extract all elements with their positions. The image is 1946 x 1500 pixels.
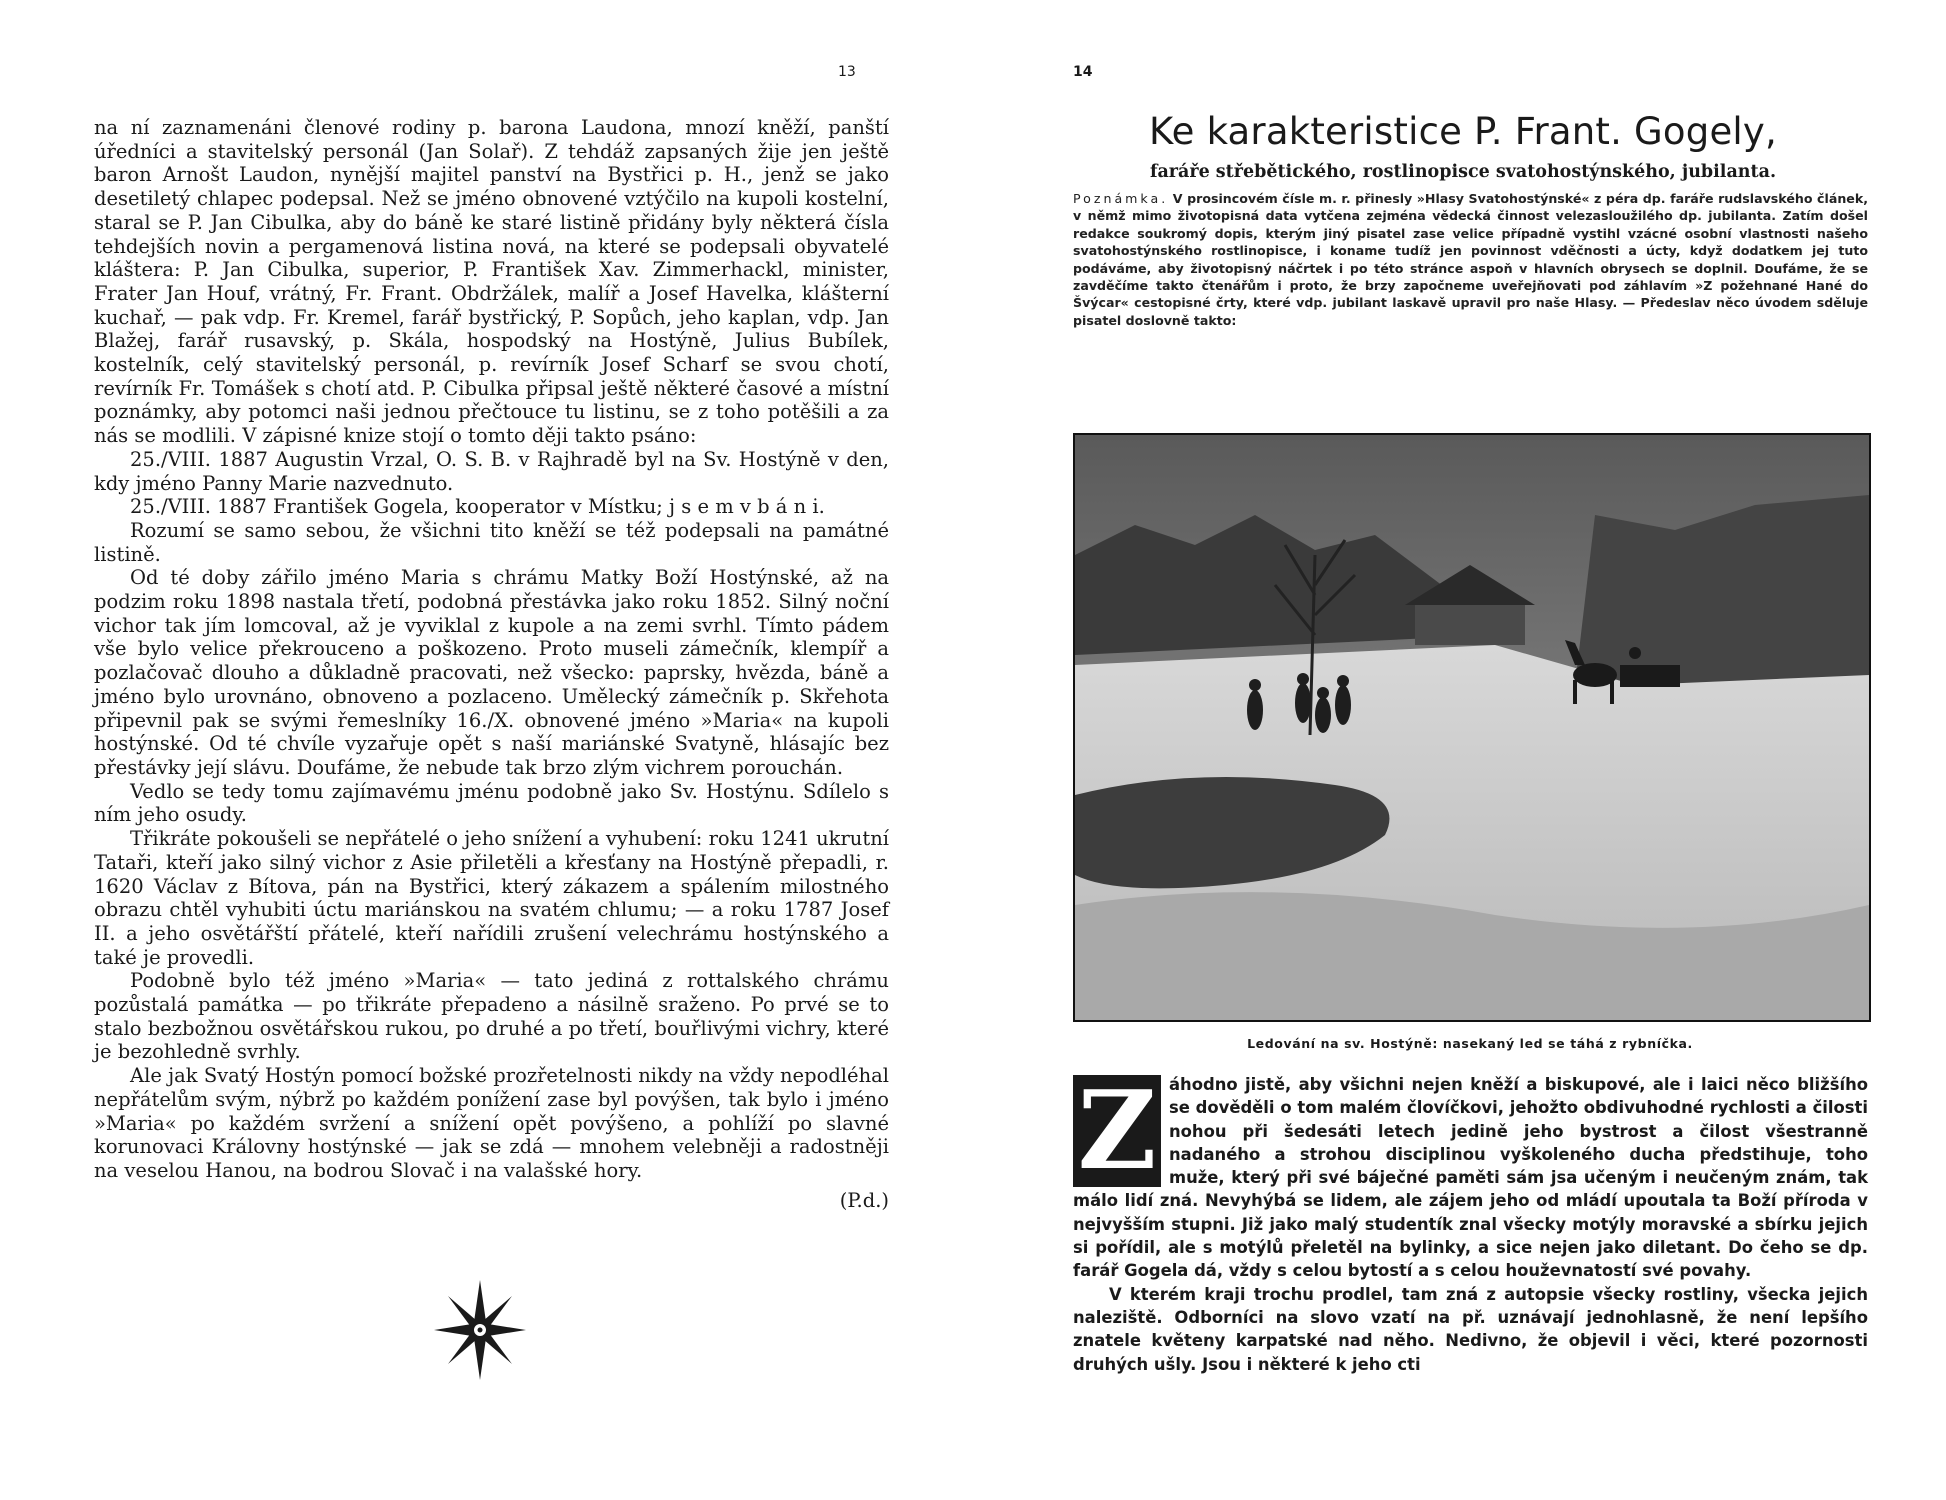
paragraph: 25./VIII. 1887 František Gogela, kooperator v Místku; j s e m v b á n i. <box>130 495 825 519</box>
paragraph: Vedlo se tedy tomu zajímavému jménu podobně jako Sv. Hostýnu. Sdílelo s ním jeho osudy. <box>94 779 889 827</box>
paragraph: Rozumí se samo sebou, že všichni tito kněží se též podepsali na památné listině. <box>94 518 889 566</box>
right-column-text <box>1073 1068 1868 1376</box>
paragraph: 25./VIII. 1887 Augustin Vrzal, O. S. B. v Rajhradě byl na Sv. Hostýně v den, kdy jméno Panny Marie nazvednuto. <box>94 447 889 495</box>
left-column-text <box>94 116 889 1212</box>
signature: (P.d.) <box>839 1188 889 1212</box>
paragraph: Od té doby zářilo jméno Maria s chrámu Matky Boží Hostýnské, až na podzim roku 1898 nastala třetí, podobná přestávka jako roku 1852. Silný noční vichor tak jím lomcoval, až je vyviklal z kupole a na zemi svrhl. Tímto pádem vše bylo velice překrouceno a poškozeno. Proto museli zámečník, klempíř a pozlačovač dlouho a důkladně pracovati, než všecko: paprsky, hvězda, báně a jméno bylo urovnáno, obnoveno a pozlaceno. Umělecký zámečník p. Skřehota připevnil pak se svými řemeslníky 16./X. obnovené jméno »Maria« na kupoli hostýnské. Od té chvíle vyzařuje opět s naší mariánské Svatyně, hlásajíc bez přestávky její slávu. Doufáme, že nebude tak brzo zlým vichrem porouchán. <box>94 566 889 779</box>
article-subtitle: faráře střebětického, rostlinopisce svatohostýnského, jubilanta. <box>1149 162 1777 182</box>
ice-harvest-scene-icon <box>1075 435 1869 1020</box>
photo-caption: Ledování na sv. Hostýně: nasekaný led se táhá z rybníčka. <box>1247 1036 1693 1051</box>
paragraph: V kterém kraji trochu prodlel, tam zná z autopsie všecky rostliny, všecka jejich naleziště. Odborníci na slovo vzatí na př. uznávají jednohlasně, že není lepšího znatele květeny karpatské nad něho. Nedivno, že objevil i věci, které pozornosti druhých ušly. Jsou i některé k jeho cti <box>1073 1284 1868 1374</box>
article-title: Ke karakteristice P. Frant. Gogely, <box>1149 110 1777 153</box>
paragraph: Ale jak Svatý Hostýn pomocí božské prozřetelnosti nikdy na vždy nepodléhal nepřátelům svým, nýbrž po každém ponížení zase byl povýšen, tak bylo i jméno »Maria« po každém svržení a snížení opět povýšeno, a pohlíží po slavné korunovaci Královny hostýnské — jak se zdá — mnohem velebněji a radostněji na veselou Hanou, na bodrou Slovač i na valašské hory. <box>94 1064 889 1182</box>
star-ornament-icon <box>430 1275 530 1385</box>
paragraph: Třikráte pokoušeli se nepřátelé o jeho snížení a vyhubení: roku 1241 ukrutní Tataři, kteří jako silný vichor z Asie přiletěli a křesťany na Hostýně přepadli, r. 1620 Václav z Bítova, pán na Bystřici, který zákazem a spálením milostného obrazu chtěl vyhubiti úctu mariánskou na svatém chlumu; — a roku 1787 Josef II. a jeho osvětářští přátelé, kteří nařídili zrušení velechrámu hostýnského a také je provedli. <box>94 827 889 969</box>
page-number-right: 14 <box>1073 64 1093 80</box>
editorial-note <box>1073 190 1868 329</box>
page-number-left: 13 <box>838 64 856 80</box>
drop-cap-icon: Z <box>1073 1075 1161 1187</box>
note-lead: Poznámka. <box>1073 191 1169 206</box>
right-page <box>973 0 1946 1500</box>
paragraph: na ní zaznamenáni členové rodiny p. barona Laudona, mnozí kněží, panští úředníci a stavitelský personál (Jan Solař). Z tehdáž zapsaných žije jen ještě baron Arnošt Laudon, nynější majitel panství na Bystřici p. H., jenž se jako desetiletý chlapec podepsal. Než se jméno obnovené vztýčilo na kupoli kostelní, staral se P. Jan Cibulka, aby do báně ke staré listině přidány byly některá čísla tehdejších novin a pergamenová listina nová, na které se podepsali obyvatelé kláštera: P. Jan Cibulka, superior, P. František Xav. Zimmerhackl, minister, Frater Jan Houf, vrátný, Fr. Frant. Obdržálek, malíř a Josef Havelka, klášterní kuchař, — pak vdp. Fr. Kremel, farář bystřický, P. Sopůch, jeho kaplan, vdp. Jan Blažej, farář rusavský, p. Skála, hospodský na Hostýně, Julius Bubílek, kostelník, celý stavitelský personál, p. revírník Josef Scharf se svou chotí, revírník Fr. Tomášek s chotí atd. P. Cibulka připsal ještě některé časové a místní poznámky, aby potomci naši jednou přečtouce tu listinu, se z toho potěšili a za nás se modlili. V zápisné knize stojí o tomto ději takto psáno: <box>94 116 889 448</box>
paragraph: Podobně bylo též jméno »Maria« — tato jediná z rottalského chrámu pozůstalá památka — po třikráte přepadeno a násilně sraženo. Po prvé se to stalo bezbožnou osvětářskou rukou, po druhé a po třetí, bouřlivými vichry, které je bezohledně svrhly. <box>94 969 889 1064</box>
note-text: V prosincovém čísle m. r. přinesly »Hlasy Svatohostýnské« z péra dp. faráře rudslavského článek, v němž mimo životopisná data vytčena zejména vědecká činnost velezasloužilého dp. jubilanta. Zatím došel redakce soukromý dopis, kterým jiný pisatel zase velice případně vystihl vzácné osobní vlastnosti našeho svatohostýnského rostlinopisce, i koname tudíž jen povinnost vděčnosti a úcty, když dodatkem jej tuto podáváme, aby životopisný náčrtek i po této stránce aspoň v hlavních obrysech se doplnil. Doufáme, že se zavděčíme takto čtenářům i proto, že brzy započneme uveřejňovati pod záhlavím »Z požehnané Hané do Švýcar« cestopisné črty, které vdp. jubilant laskavě upravil pro naše Hlasy. — Předeslav něco úvodem sděluje pisatel doslovně takto: <box>1073 191 1868 328</box>
paragraph: áhodno jistě, aby všichni nejen kněží a biskupové, ale i laici něco bližšího se dověděli o tom malém človíčkovi, jehožto obdivuhodné rychlosti a čilosti nohou při šedesáti letech jedině jeho bystrost a čilost všestranně nadaného a strohou disciplinou vyškoleného ducha předstihuje, toho muže, který při své báječné paměti sám jsa učeným i neučeným znám, tak málo lidí zná. Nevyhýbá se lidem, ale zájem jeho od mládí upoutala ta Boží příroda v nejvyšším stupni. Již jako malý studentík znal všecky motýly moravské a sbírku jejich si pořídil, ale s motýlů přeletěl na bylinky, a sice nejen jako diletant. Do čeho se dp. farář Gogela dá, vždy s celou bytostí a s celou houževnatostí své povahy. <box>1073 1075 1868 1281</box>
winter-photo <box>1073 433 1871 1022</box>
